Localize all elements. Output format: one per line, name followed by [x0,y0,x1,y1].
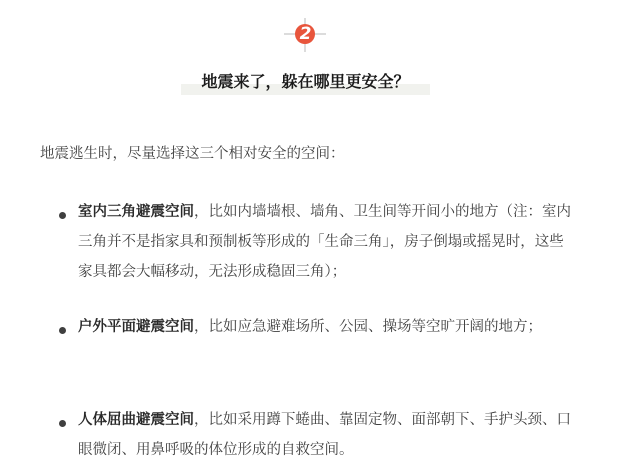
section-heading: 地震来了，躲在哪里更安全？ [201,72,410,91]
list-item-title: 室内三角避震空间 [78,204,194,220]
section-number-badge [284,18,326,52]
bullet-dot [59,327,66,334]
list-item [78,312,578,342]
list-item [78,197,578,287]
bullet-dot [59,420,66,427]
bullet-dot [59,212,66,219]
list-item-title: 户外平面避震空间 [78,319,194,335]
list-item-title: 人体屈曲避震空间 [78,412,194,428]
list-item-text: ，比如应急避难场所、公园、操场等空旷开阔的地方； [194,319,542,335]
list-item-text: ，比如采用蹲下蜷曲、靠固定物、面部朝下、手护头颈、口眼微闭、用鼻呼吸的体位形成的自救空间。 [78,412,571,458]
list-item-text: ，比如内墙墙根、墙角、卫生间等开间小的地方（注：室内三角并不是指家具和预制板等形成的「生命三角」，房子倒塌或摇晃时，这些家具都会大幅移动，无法形成稳固三角）； [78,204,571,280]
list-item [78,405,578,465]
intro-paragraph: 地震逃生时，尽量选择这三个相对安全的空间： [40,146,345,162]
section-number: 2 [299,24,312,44]
